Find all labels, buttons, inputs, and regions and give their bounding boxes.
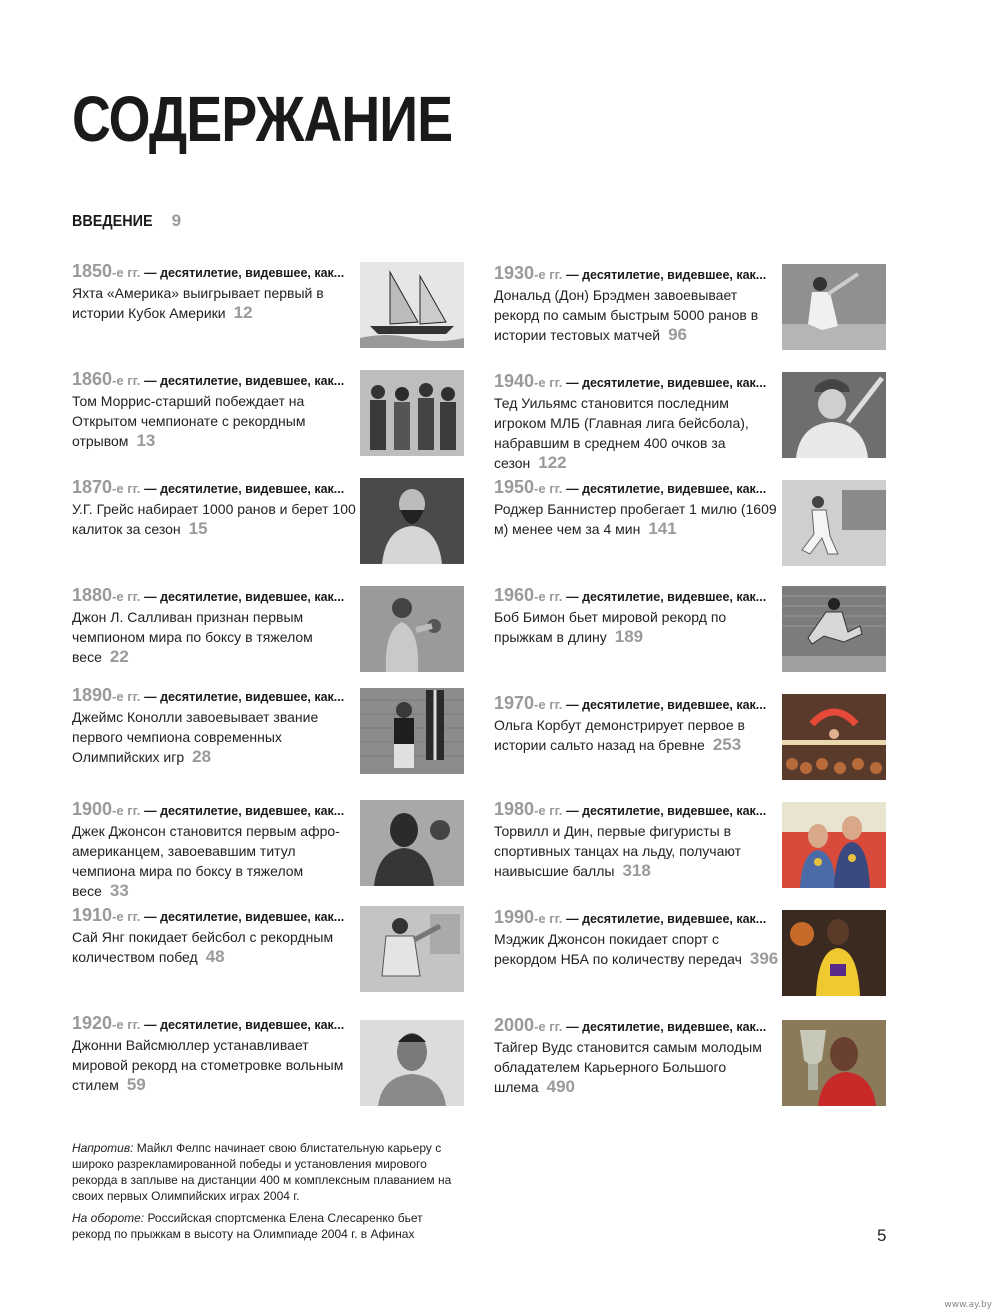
golfer-trophy-photo [782,1020,886,1106]
entry-page-number: 318 [622,861,651,880]
entry-tagline: — десятилетие, видевшее, как... [144,1018,345,1032]
boxer-portrait-icon [360,800,464,886]
runner-track-icon [782,480,886,566]
entry-page-number: 189 [614,627,644,646]
entry-tagline: — десятилетие, видевшее, как... [566,912,767,926]
entry-tagline: — десятилетие, видевшее, как... [144,590,345,604]
entry-description: Джек Джонсон становится первым афро-американцем, завоевавшим титул чемпиона мира по боксу в тяжелом весе [72,823,340,899]
entry-decade: 1970 [494,693,535,713]
basketball-player-icon [782,910,886,996]
batsman-kneeling-photo [782,264,886,350]
entry-decade-suffix: -е гг. [112,803,141,818]
yacht-sketch-photo [360,262,464,348]
basketball-player-photo [782,910,886,996]
entry-decade-suffix: -е гг. [112,689,141,704]
entry-description: Мэджик Джонсон покидает спорт с рекордом НБА по количеству передач [494,931,742,967]
intro-page-number: 9 [171,211,182,230]
long-jumper-photo [782,586,886,672]
entry-page-number: 396 [749,949,779,968]
contents-entry[interactable] [494,478,894,568]
entry-page-number: 15 [188,519,208,538]
page-title: СОДЕРЖАНИЕ [72,83,453,155]
entry-tagline: — десятилетие, видевшее, как... [144,482,345,496]
contents-entry[interactable] [494,694,894,784]
entry-description: Роджер Баннистер пробегает 1 милю (1609 м) менее чем за 4 мин [494,501,777,537]
entry-decade-suffix: -е гг. [534,697,563,712]
contents-entry[interactable] [494,586,894,676]
entry-decade: 1870 [72,477,113,497]
entry-page-number: 141 [648,519,677,538]
photo-captions [72,1140,462,1248]
intro-entry[interactable] [72,211,181,231]
entry-tagline: — десятилетие, видевшее, как... [144,374,345,388]
entry-tagline: — десятилетие, видевшее, как... [144,804,345,818]
baseball-pitcher-icon [360,906,464,992]
entry-page-number: 12 [233,303,253,322]
entry-description: Дональд (Дон) Брэдмен завоевывает рекорд по самым быстрым 5000 ранов в истории тестовых матчей [494,287,759,343]
athlete-flag-icon [360,688,464,774]
entry-page-number: 253 [712,735,742,754]
entry-decade: 1850 [72,261,113,281]
skaters-medals-photo [782,802,886,888]
entry-decade: 1980 [494,799,535,819]
entry-description: Том Моррис-старший побеждает на Открытом чемпионате с рекордным отрывом [72,393,306,449]
entry-decade-suffix: -е гг. [112,373,141,388]
contents-entry[interactable] [72,906,472,996]
entry-decade: 1960 [494,585,535,605]
swimmer-portrait-photo [360,1020,464,1106]
entry-page-number: 122 [538,453,567,472]
entry-page-number: 22 [109,647,129,666]
entry-page-number: 33 [109,881,129,900]
gymnast-beam-photo [782,694,886,780]
contents-entry[interactable] [72,478,472,568]
entry-description: Джонни Вайсмюллер устанавливает мировой рекорд на стометровке вольным стилем [72,1037,344,1093]
entry-decade: 1900 [72,799,113,819]
entry-decade: 1910 [72,905,113,925]
entry-decade: 1930 [494,263,535,283]
entry-description: Джон Л. Салливан признан первым чемпионом мира по боксу в тяжелом весе [72,609,313,665]
entry-page-number: 59 [126,1075,146,1094]
bearded-cricketer-icon [360,478,464,564]
gymnast-beam-icon [782,694,886,780]
page-number: 5 [877,1226,887,1245]
contents-entry[interactable] [72,799,472,900]
baseball-batter-icon [782,372,886,458]
golfers-group-icon [360,370,464,456]
entry-decade: 2000 [494,1015,535,1035]
entry-tagline: — десятилетие, видевшее, как... [144,266,345,280]
yacht-sketch-icon [360,262,464,348]
contents-entry[interactable] [72,586,472,676]
entry-page-number: 28 [192,747,212,766]
entry-tagline: — десятилетие, видевшее, как... [566,268,767,282]
entry-decade: 1880 [72,585,113,605]
contents-entry[interactable] [72,262,472,352]
athlete-flag-photo [360,688,464,774]
entry-page-number: 48 [205,947,225,966]
entry-decade-suffix: -е гг. [534,1019,563,1034]
watermark: www.ay.by [944,1300,992,1310]
bearded-cricketer-photo [360,478,464,564]
entry-description: Джеймс Конолли завоевывает звание первого чемпиона современных Олимпийских игр [72,709,319,765]
entry-page-number: 490 [546,1077,575,1096]
entry-description: Ольга Корбут демонстрирует первое в истории сальто назад на бревне [494,717,745,753]
entry-decade-suffix: -е гг. [534,481,563,496]
contents-entry[interactable] [72,1014,472,1104]
contents-entry[interactable] [494,908,894,998]
contents-entry[interactable] [494,1016,894,1106]
entry-decade: 1890 [72,685,113,705]
boxer-portrait-photo [360,800,464,886]
contents-entry[interactable] [72,686,472,776]
contents-entry[interactable] [494,800,894,890]
entry-description: Торвилл и Дин, первые фигуристы в спортивных танцах на льду, получают наивысшие баллы [494,823,741,879]
entry-description: Боб Бимон бьет мировой рекорд по прыжкам в длину [494,609,727,645]
entry-decade-suffix: -е гг. [534,589,563,604]
entry-tagline: — десятилетие, видевшее, как... [566,482,767,496]
intro-label: ВВЕДЕНИЕ [72,213,153,230]
entry-decade-suffix: -е гг. [534,267,563,282]
entry-decade-suffix: -е гг. [112,481,141,496]
caption-lead: На обороте: [72,1211,145,1225]
entry-description: Сай Янг покидает бейсбол с рекордным количеством побед [72,929,334,965]
skaters-medals-icon [782,802,886,888]
caption-text: Майкл Фелпс начинает свою блистательную карьеру с широко разрекламированной победы и установления мирового рекорда в заплыве на дистанции 400 м комплексным плаванием на своих первых Олимпийских играх 2004 г. [72,1141,452,1203]
entry-description: Тед Уильямс становится последним игроком МЛБ (Главная лига бейсбола), набравшим в среднем 400 очков за сезон [494,395,749,471]
contents-entry[interactable] [494,264,894,354]
entry-decade-suffix: -е гг. [534,911,563,926]
swimmer-portrait-icon [360,1020,464,1106]
entry-decade: 1990 [494,907,535,927]
entry-description: У.Г. Грейс набирает 1000 ранов и берет 100 калиток за сезон [72,501,356,537]
entry-page-number: 13 [136,431,156,450]
entry-decade-suffix: -е гг. [112,265,141,280]
caption-overleaf [72,1210,462,1242]
entry-decade-suffix: -е гг. [112,589,141,604]
entry-decade-suffix: -е гг. [534,375,563,390]
entry-tagline: — десятилетие, видевшее, как... [566,590,767,604]
baseball-batter-photo [782,372,886,458]
runner-track-photo [782,480,886,566]
entry-tagline: — десятилетие, видевшее, как... [144,690,345,704]
entry-tagline: — десятилетие, видевшее, как... [566,1020,767,1034]
entry-decade: 1920 [72,1013,113,1033]
entry-tagline: — десятилетие, видевшее, как... [566,376,767,390]
contents-entry[interactable] [494,371,894,472]
entry-description: Тайгер Вудс становится самым молодым обладателем Карьерного Большого шлема [494,1039,762,1095]
batsman-kneeling-icon [782,264,886,350]
entry-page-number: 96 [668,325,687,344]
entry-tagline: — десятилетие, видевшее, как... [566,698,767,712]
caption-text: Российская спортсменка Елена Слесаренко бьет рекорд по прыжкам в высоту на Олимпиаде 2004 г. в Афинах [72,1211,423,1241]
boxer-stance-icon [360,586,464,672]
caption-lead: Напротив: [72,1141,134,1155]
entry-tagline: — десятилетие, видевшее, как... [566,804,767,818]
entry-description: Яхта «Америка» выигрывает первый в истории Кубок Америки [72,285,324,321]
entry-decade: 1860 [72,369,113,389]
entry-decade-suffix: -е гг. [112,909,141,924]
caption-opposite [72,1140,462,1204]
contents-entry[interactable] [72,370,472,460]
entry-decade-suffix: -е гг. [112,1017,141,1032]
entry-decade-suffix: -е гг. [534,803,563,818]
boxer-stance-photo [360,586,464,672]
entry-decade: 1940 [494,371,535,391]
entry-tagline: — десятилетие, видевшее, как... [144,910,345,924]
golfer-trophy-icon [782,1020,886,1106]
golfers-group-photo [360,370,464,456]
entry-decade: 1950 [494,477,535,497]
baseball-pitcher-photo [360,906,464,992]
long-jumper-icon [782,586,886,672]
